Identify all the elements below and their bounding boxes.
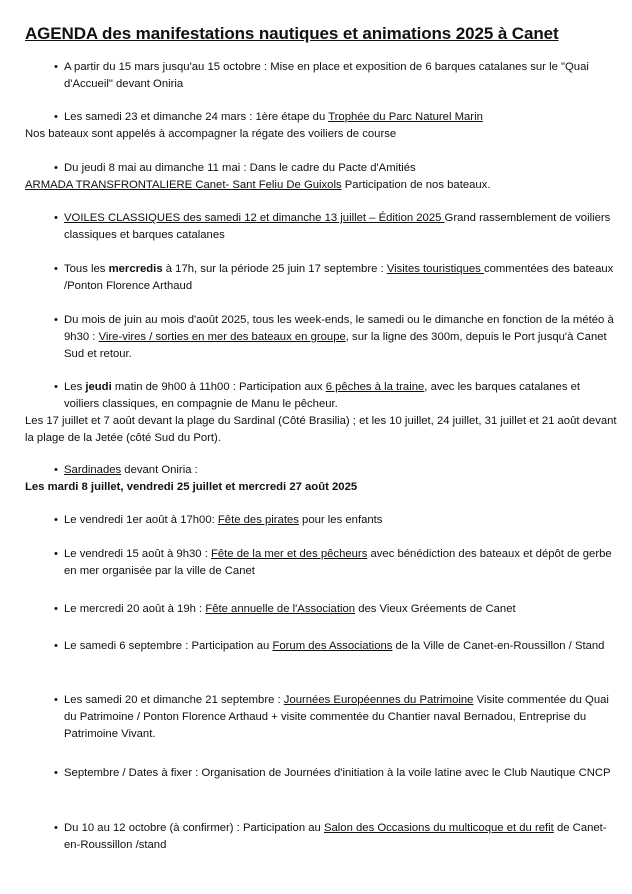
item-note: Nos bateaux sont appelés à accompagner la régate des voiliers de course	[25, 128, 397, 140]
item-link[interactable]: Forum des Associations	[272, 640, 393, 652]
item-text: Les samedi 20 et dimanche 21 septembre :	[64, 694, 284, 706]
bullet: •	[54, 464, 58, 476]
item-bold: mercredis	[108, 263, 163, 275]
item-link[interactable]: Salon des Occasions du multicoque et du refit	[323, 822, 554, 834]
bullet: •	[54, 263, 58, 275]
item-text: , avec les barques catalanes et voiliers classiques, en compagnie de Manu le pêcheur.	[64, 381, 581, 410]
bullet: •	[54, 822, 58, 834]
item-link[interactable]: ARMADA TRANSFRONTALIERE Canet- Sant Feliu De Guixols	[25, 179, 342, 191]
bullet: •	[54, 603, 58, 615]
item-text: Du jeudi 8 mai au dimanche 11 mai : Dans le cadre du Pacte d'Amitiés	[64, 162, 416, 174]
item-text: de Canet-en-Roussillon /stand	[64, 822, 607, 851]
item-bold: jeudi	[85, 381, 112, 393]
agenda-item	[48, 261, 616, 295]
item-link[interactable]: Fête annuelle de l'Association	[205, 603, 356, 615]
bullet: •	[54, 640, 58, 652]
item-link[interactable]: Sardinades	[64, 464, 122, 476]
agenda-item	[48, 692, 616, 743]
agenda-item	[48, 379, 616, 413]
bullet: •	[54, 767, 58, 779]
item-text: Tous les	[64, 263, 109, 275]
bullet: •	[54, 314, 58, 326]
item-text: de la Ville de Canet-en-Roussillon / Stand	[392, 640, 605, 652]
item-text: , sur la ligne des 300m, depuis le Port jusqu'à Canet Sud et retour.	[64, 331, 607, 360]
bullet: •	[54, 514, 58, 526]
item-text: pour les enfants	[298, 514, 383, 526]
agenda-item	[48, 512, 616, 529]
item-text: Participation de nos bateaux.	[341, 179, 491, 191]
agenda-item	[48, 638, 616, 655]
bullet: •	[54, 381, 58, 393]
agenda-item	[48, 109, 616, 126]
item-text: à 17h, sur la période 25 juin 17 septembre :	[162, 263, 387, 275]
item-text: Septembre / Dates à fixer : Organisation de Journées d'initiation à la voile latine avec le Club Nautique CNCP	[64, 767, 611, 779]
item-text: devant Oniria :	[121, 464, 198, 476]
item-text: des Vieux Gréements de Canet	[355, 603, 516, 615]
item-text: Grand rassemblement de voiliers classiques et barques catalanes	[64, 212, 611, 241]
item-text: A partir du 15 mars jusqu'au 15 octobre : Mise en place et exposition de 6 barques catalanes sur le "Quai d'Accueil" devant Oniria	[64, 61, 589, 90]
bullet: •	[54, 162, 58, 174]
bullet: •	[54, 694, 58, 706]
item-note: Les 17 juillet et 7 août devant la plage du Sardinal (Côté Brasilia) ; et les 10 juillet, 24 juillet, 31 juillet et 21 août devant la plage de la Jetée (côté Sud du Port).	[25, 415, 617, 444]
agenda-item	[48, 820, 616, 854]
agenda-item	[48, 210, 616, 244]
item-text: matin de 9h00 à 11h00 : Participation aux	[111, 381, 326, 393]
page-title: AGENDA des manifestations nautiques et animations 2025 à Canet	[25, 24, 559, 43]
item-link[interactable]: 6 pêches à la traine	[325, 381, 425, 393]
agenda-item	[48, 160, 616, 177]
item-note: Les mardi 8 juillet, vendredi 25 juillet et mercredi 27 août 2025	[25, 481, 358, 493]
item-text: commentées des bateaux /Ponton Florence Arthaud	[64, 263, 614, 292]
bullet: •	[54, 111, 58, 123]
bullet: •	[54, 212, 58, 224]
item-text: Du mois de juin au mois d'août 2025, tous les week-ends, le samedi ou le dimanche en fonction de la météo à 9h30 :	[64, 314, 614, 343]
agenda-item	[48, 462, 616, 479]
item-text: avec bénédiction des bateaux et dépôt de gerbe en mer organisée par la ville de Canet	[64, 548, 612, 577]
item-link[interactable]: Visites touristiques	[386, 263, 484, 275]
agenda-item	[48, 546, 616, 580]
item-text: Le vendredi 15 août à 9h30 :	[64, 548, 211, 560]
item-text: Visite commentée du Quai du Patrimoine / Ponton Florence Arthaud + visite commentée du Chantier naval Bernadou, Entreprise du Patrimoine Vivant.	[64, 694, 609, 740]
item-link[interactable]: Fête des pirates	[217, 514, 299, 526]
agenda-item	[48, 59, 616, 93]
agenda-item	[48, 312, 616, 363]
item-text: Le vendredi 1er août à 17h00:	[64, 514, 218, 526]
item-text: Du 10 au 12 octobre (à confirmer) : Participation au	[64, 822, 324, 834]
bullet: •	[54, 61, 58, 73]
item-text: Les	[64, 381, 86, 393]
agenda-item	[48, 601, 616, 618]
item-link[interactable]: Journées Européennes du Patrimoine	[283, 694, 474, 706]
agenda-item	[48, 765, 616, 782]
item-text: Le samedi 6 septembre : Participation au	[64, 640, 273, 652]
bullet: •	[54, 548, 58, 560]
item-link[interactable]: Vire-vires / sorties en mer des bateaux en groupe	[98, 331, 346, 343]
item-text: Le mercredi 20 août à 19h :	[64, 603, 206, 615]
item-link[interactable]: Trophée du Parc Naturel Marin	[328, 111, 483, 123]
item-text: Les samedi 23 et dimanche 24 mars : 1ère étape du	[64, 111, 329, 123]
item-link[interactable]: VOILES CLASSIQUES des samedi 12 et dimanche 13 juillet – Édition 2025	[64, 212, 445, 224]
item-note	[25, 177, 620, 194]
item-link[interactable]: Fête de la mer et des pêcheurs	[210, 548, 368, 560]
